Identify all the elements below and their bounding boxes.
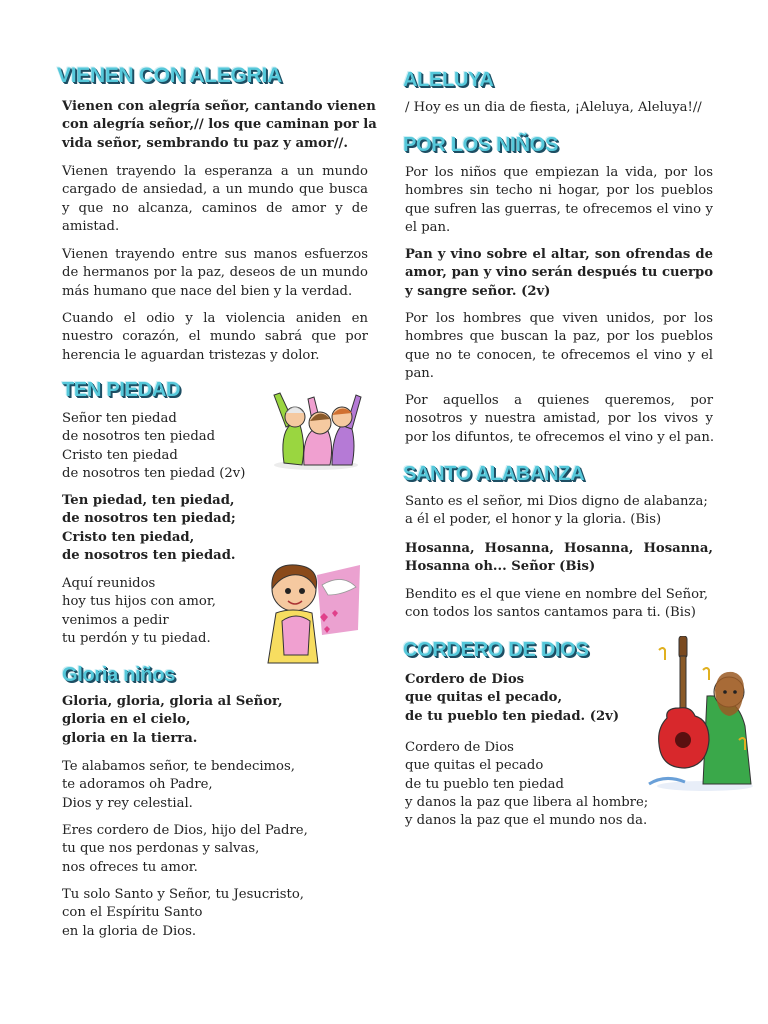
text-line: el pan. [405,219,451,235]
text-line: de nosotros ten piedad (2v) [62,465,246,481]
piedad-verse-2 [62,575,282,648]
text-line: Ten piedad, ten piedad, [62,493,235,508]
text-line: Cristo ten piedad [62,447,178,463]
text-line: amistad. [62,218,120,234]
text-line: y danos la paz que libera al hombre; [405,794,649,810]
text-line: nuestro corazón, el mundo sabrá que por [62,329,368,345]
text-line: de nosotros ten piedad; [62,511,236,527]
text-line: Santo es el señor, mi Dios digno de alabanza; [405,494,708,509]
title-text: CORDERO DE DIOS [403,639,589,661]
text-line: más humano que nace del bien y la verdad. [62,283,353,299]
section-title-aleluya [403,69,494,92]
text-line: de nosotros ten piedad [62,429,216,445]
text-line: Vienen con alegría señor, cantando vienen [62,99,376,114]
section-title-piedad [62,379,180,402]
text-line: Por los hombres que viven unidos, por los [405,311,713,326]
aleluya-line [405,99,725,117]
text-line: Hosanna, Hosanna, Hosanna, Hosanna, [405,541,713,556]
girl-with-dove-illustration [262,555,362,667]
text-line: hombres sin techo ni hogar, por los pueblos [405,183,713,199]
text-line: por los difuntos, te ofrecemos el vino y el pan. [405,429,715,445]
vienen-verse-2 [62,246,368,301]
piedad-verse-1 [62,410,282,483]
text-line: tu perdón y tu piedad. [62,630,211,646]
text-line: gloria en la tierra. [62,730,198,746]
ninos-chorus [405,246,713,301]
ninos-verse-2 [405,310,713,383]
cordero-chorus [405,671,645,726]
text-line: y danos la paz que el mundo nos da. [405,813,648,829]
text-line: Cordero de Dios [405,740,514,755]
text-line: Dios y rey celestial. [62,795,193,811]
vienen-chorus [62,98,377,153]
text-line: de tu pueblo ten piedad [405,776,564,792]
section-title-ninos [403,134,558,157]
text-line: hoy tus hijos con amor, [62,594,216,610]
vienen-verse-3 [62,310,368,365]
gloria-verse-1 [62,758,362,813]
piedad-chorus [62,492,282,565]
text-line: nosotros y nuestra amistad, por los vivos y [405,411,713,427]
section-title-santo [403,463,584,486]
section-title-gloria [62,664,175,687]
santo-chorus [405,540,713,577]
text-line: Te alabamos señor, te bendecimos, [62,759,295,774]
text-line: en la gloria de Dios. [62,923,197,939]
section-title-cordero [403,639,589,662]
text-line: Bendito es el que viene en nombre del Señor, [405,587,709,602]
text-line: a él el poder, el honor y la gloria. (Bis) [405,512,662,528]
text-line: que no te conocen, te ofrecemos el vino y el [405,347,713,363]
santo-verse-1 [405,493,713,530]
text-line: y que no alcanza, caminos de amor y de [62,200,368,216]
gloria-verse-3 [62,886,362,941]
text-line: Señor ten piedad [62,411,177,426]
text-line: Cordero de Dios [405,672,525,687]
cordero-verse-1 [405,739,665,830]
title-text: POR LOS NIÑOS [403,134,559,156]
section-title-vienen [57,64,282,88]
text-line: herencia le aguardan tristezas y dolor. [62,347,320,363]
text-line: Vienen trayendo entre sus manos esfuerzos [62,247,368,262]
text-line: te adoramos oh Padre, [62,777,213,793]
gloria-chorus [62,693,362,748]
ninos-verse-3 [405,392,713,447]
text-line: Por los niños que empiezan la vida, por los [405,165,713,180]
title-text: TEN PIEDAD [62,379,181,401]
text-line: Eres cordero de Dios, hijo del Padre, [62,823,308,838]
title-text: ALELUYA [403,69,494,91]
text-line: que quitas el pecado [405,758,544,774]
text-line: hombres que buscan la paz, por los pueblos [405,329,713,345]
text-line: de hermanos por la paz, deseos de un mundo [62,265,368,281]
text-line: cargado de ansiedad, a un mundo que busca [62,182,368,198]
text-line: que sufren las guerras, te ofrecemos el vino y [405,201,713,217]
vienen-verse-1 [62,163,368,236]
text-line: nos ofreces tu amor. [62,859,198,875]
title-text: VIENEN CON ALEGRIA [57,64,282,87]
text-line: y sangre señor. (2v) [405,283,551,299]
text-line: Pan y vino sobre el altar, son ofrendas de [405,247,713,262]
text-line: Vienen trayendo la esperanza a un mundo [62,164,368,179]
text-line: Gloria, gloria, gloria al Señor, [62,694,283,709]
text-line: con todos los santos cantamos para ti. (Bis) [405,605,696,621]
ninos-verse-1 [405,164,713,237]
title-text: SANTO ALABANZA [403,463,585,485]
text-line: gloria en el cielo, [62,712,191,728]
text-line: con alegría señor,// los que caminan por la [62,117,377,133]
text-line: tu que nos perdonas y salvas, [62,841,260,857]
text-line: venimos a pedir [62,612,169,628]
text-line: vida señor, sembrando tu paz y amor//. [62,135,348,151]
text-line: amor, pan y vino serán después tu cuerpo [405,265,713,281]
children-praising-illustration [270,385,362,471]
text-line: Por aquellos a quienes queremos, por [405,393,713,408]
text-line: de nosotros ten piedad. [62,547,236,563]
text-line: con el Espíritu Santo [62,905,203,921]
text-line: que quitas el pecado, [405,690,563,706]
text-line: Hosanna oh... Señor (Bis) [405,559,596,575]
text-line: Aquí reunidos [62,576,156,591]
gloria-verse-2 [62,822,362,877]
santo-verse-2 [405,586,713,623]
text-line: Cuando el odio y la violencia aniden en [62,311,368,326]
text-line: / Hoy es un dia de fiesta, ¡Aleluya, Aleluya!// [405,100,702,115]
title-text: Gloria niños [62,664,176,686]
man-with-guitar-illustration [645,636,757,792]
text-line: pan. [405,365,434,381]
text-line: Tu solo Santo y Señor, tu Jesucristo, [62,887,304,902]
text-line: de tu pueblo ten piedad. (2v) [405,708,620,724]
text-line: Cristo ten piedad, [62,529,195,545]
